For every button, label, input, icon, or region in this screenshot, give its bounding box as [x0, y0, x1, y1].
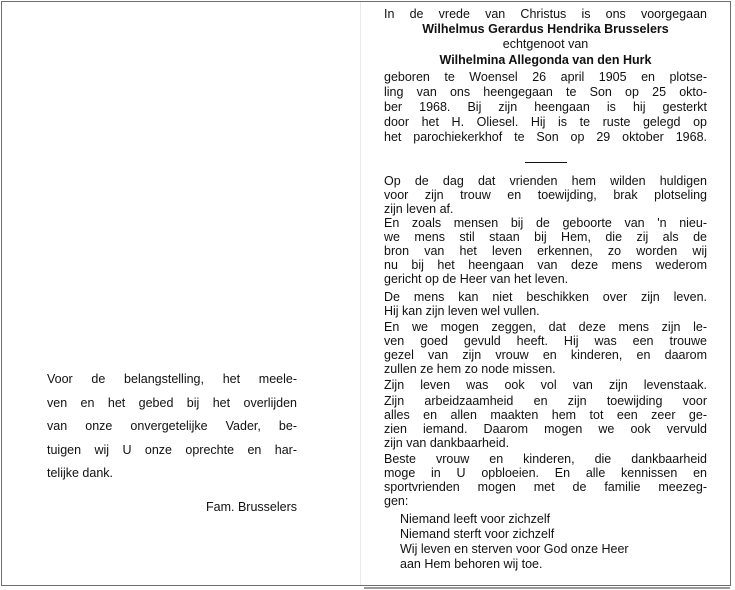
thanks-line: van onze onvergetelijke Vader, be-	[47, 419, 297, 433]
bio-line: door het H. Oliesel. Hij is te ruste gelegd op	[384, 115, 707, 129]
body-line: gericht op de Heer van het leven.	[384, 272, 569, 286]
verse-line: Niemand leeft voor zichzelf	[400, 512, 551, 526]
section-divider	[525, 162, 567, 163]
deceased-name: Wilhelmus Gerardus Hendrika Brusselers	[422, 22, 669, 36]
body-line: zijn leven af.	[384, 202, 454, 216]
verse-line: aan Hem behoren wij toe.	[400, 557, 543, 571]
family-signature: Fam. Brusselers	[206, 500, 297, 514]
body-line: voor zijn trouw en toewijding, brak plotseling	[384, 188, 707, 202]
spouse-label: echtgenoot van	[502, 37, 589, 51]
bio-line: geboren te Woensel 26 april 1905 en plotse-	[384, 70, 707, 84]
thanks-line: ven en het gebed bij het overlijden	[47, 395, 297, 410]
header-line: In de vrede van Christus is ons voorgegaan	[384, 7, 707, 21]
body-line: bron van het leven erkennen, zo worden wij	[384, 244, 707, 258]
body-line: we mens stil staan bij Hem, die zij als de	[384, 230, 707, 244]
center-fold	[360, 2, 361, 585]
body-line: gezel van zijn vrouw en kinderen, en daarom	[384, 348, 707, 362]
body-line: Op de dag dat vrienden hem wilden huldigen	[384, 174, 707, 188]
bio-line: ber 1968. Bij zijn heengaan is hij gesterkt	[384, 100, 707, 114]
bio-line: ling van ons heengegaan te Son op 25 okto-	[384, 85, 707, 99]
body-line: zullen ze hem zo node missen.	[384, 362, 556, 376]
body-line: zien iemand. Daarom mogen we ook vervuld	[384, 422, 707, 436]
body-line: Hij kan zijn leven wel vullen.	[384, 304, 540, 318]
body-line: sportvrienden mogen met de familie meezeg-	[384, 480, 707, 494]
verse-line: Wij leven en sterven voor God onze Heer	[400, 542, 629, 556]
body-line: En we mogen zeggen, dat deze mens zijn le-	[384, 320, 707, 334]
bottom-rule	[364, 587, 730, 589]
body-line: De mens kan niet beschikken over zijn leven.	[384, 290, 707, 304]
thanks-paragraph	[47, 368, 297, 486]
thanks-line: tuigen wij U onze oprechte en har-	[47, 442, 297, 457]
body-line: gen:	[384, 494, 409, 508]
body-line: Zijn arbeidzaamheid en zijn toewijding voor	[384, 394, 707, 408]
body-line: moge in U opbloeien. En alle kennissen en	[384, 466, 707, 480]
body-line: ven goed gevuld heeft. Hij was een trouwe	[384, 334, 707, 348]
verse-line: Niemand sterft voor zichzelf	[400, 527, 555, 541]
body-line: alles en allen maakten hem tot een zeer ge-	[384, 408, 707, 422]
body-line: zijn van dankbaarheid.	[384, 436, 510, 450]
body-line: Zijn leven was ook vol van zijn levenstaak.	[384, 378, 707, 392]
body-line: Beste vrouw en kinderen, die dankbaarheid	[384, 452, 707, 466]
bio-line: het parochiekerkhof te Son op 29 oktober 1968.	[384, 130, 707, 144]
body-line: nu bij het heengaan van deze mens wederom	[384, 258, 707, 272]
thanks-line: telijke dank.	[47, 466, 114, 480]
body-line: En zoals mensen bij de geboorte van 'n nieu-	[384, 216, 707, 230]
spouse-name: Wilhelmina Allegonda van den Hurk	[439, 53, 652, 67]
thanks-line: Voor de belangstelling, het meele-	[47, 372, 297, 386]
